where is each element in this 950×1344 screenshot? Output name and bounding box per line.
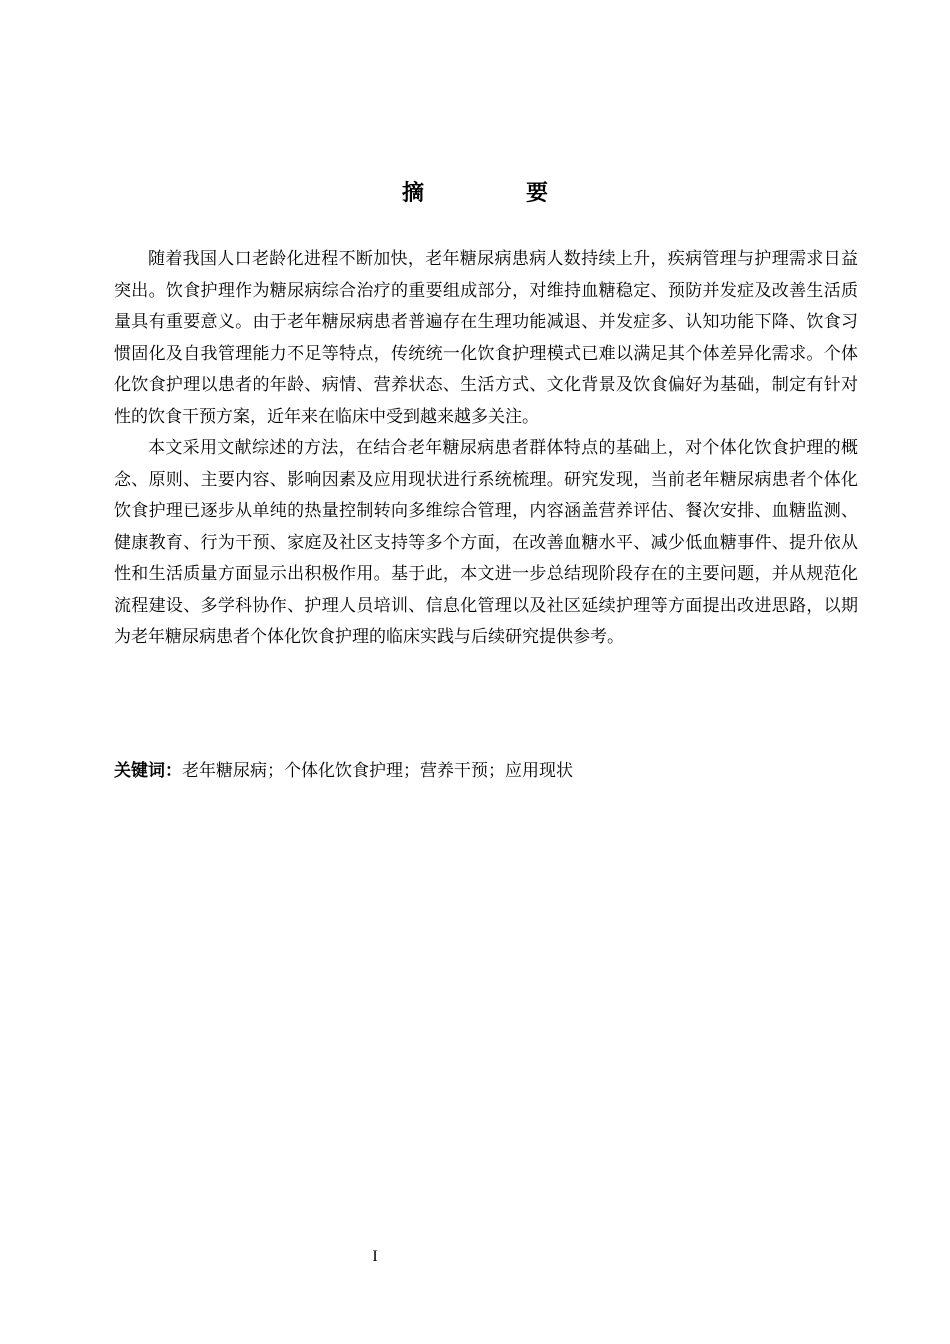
keywords-text: 老年糖尿病；个体化饮食护理；营养干预；应用现状 — [182, 761, 573, 781]
page-title: 摘 要 — [401, 181, 588, 206]
abstract-body — [114, 244, 858, 654]
page-number: I — [372, 1248, 378, 1265]
keywords-line — [114, 756, 858, 786]
keywords-label: 关键词： — [114, 761, 182, 781]
abstract-paragraph-1: 随着我国人口老龄化进程不断加快，老年糖尿病患病人数持续上升，疾病管理与护理需求日益突出。饮食护理作为糖尿病综合治疗的重要组成部分，对维持血糖稳定、预防并发症及改善生活质量具有重要意义。由于老年糖尿病患者普遍存在生理功能减退、并发症多、认知功能下降、饮食习惯固化及自我管理能力不足等特点，传统统一化饮食护理模式已难以满足其个体差异化需求。个体化饮食护理以患者的年龄、病情、营养状态、生活方式、文化背景及饮食偏好为基础，制定有针对性的饮食干预方案，近年来在临床中受到越来越多关注。 — [114, 249, 858, 427]
abstract-paragraph-2: 本文采用文献综述的方法，在结合老年糖尿病患者群体特点的基础上，对个体化饮食护理的概念、原则、主要内容、影响因素及应用现状进行系统梳理。研究发现，当前老年糖尿病患者个体化饮食护理已逐步从单纯的热量控制转向多维综合管理，内容涵盖营养评估、餐次安排、血糖监测、健康教育、行为干预、家庭及社区支持等多个方面，在改善血糖水平、减少低血糖事件、提升依从性和生活质量方面显示出积极作用。基于此，本文进一步总结现阶段存在的主要问题，并从规范化流程建设、多学科协作、护理人员培训、信息化管理以及社区延续护理等方面提出改进思路，以期为老年糖尿病患者个体化饮食护理的临床实践与后续研究提供参考。 — [114, 438, 858, 647]
